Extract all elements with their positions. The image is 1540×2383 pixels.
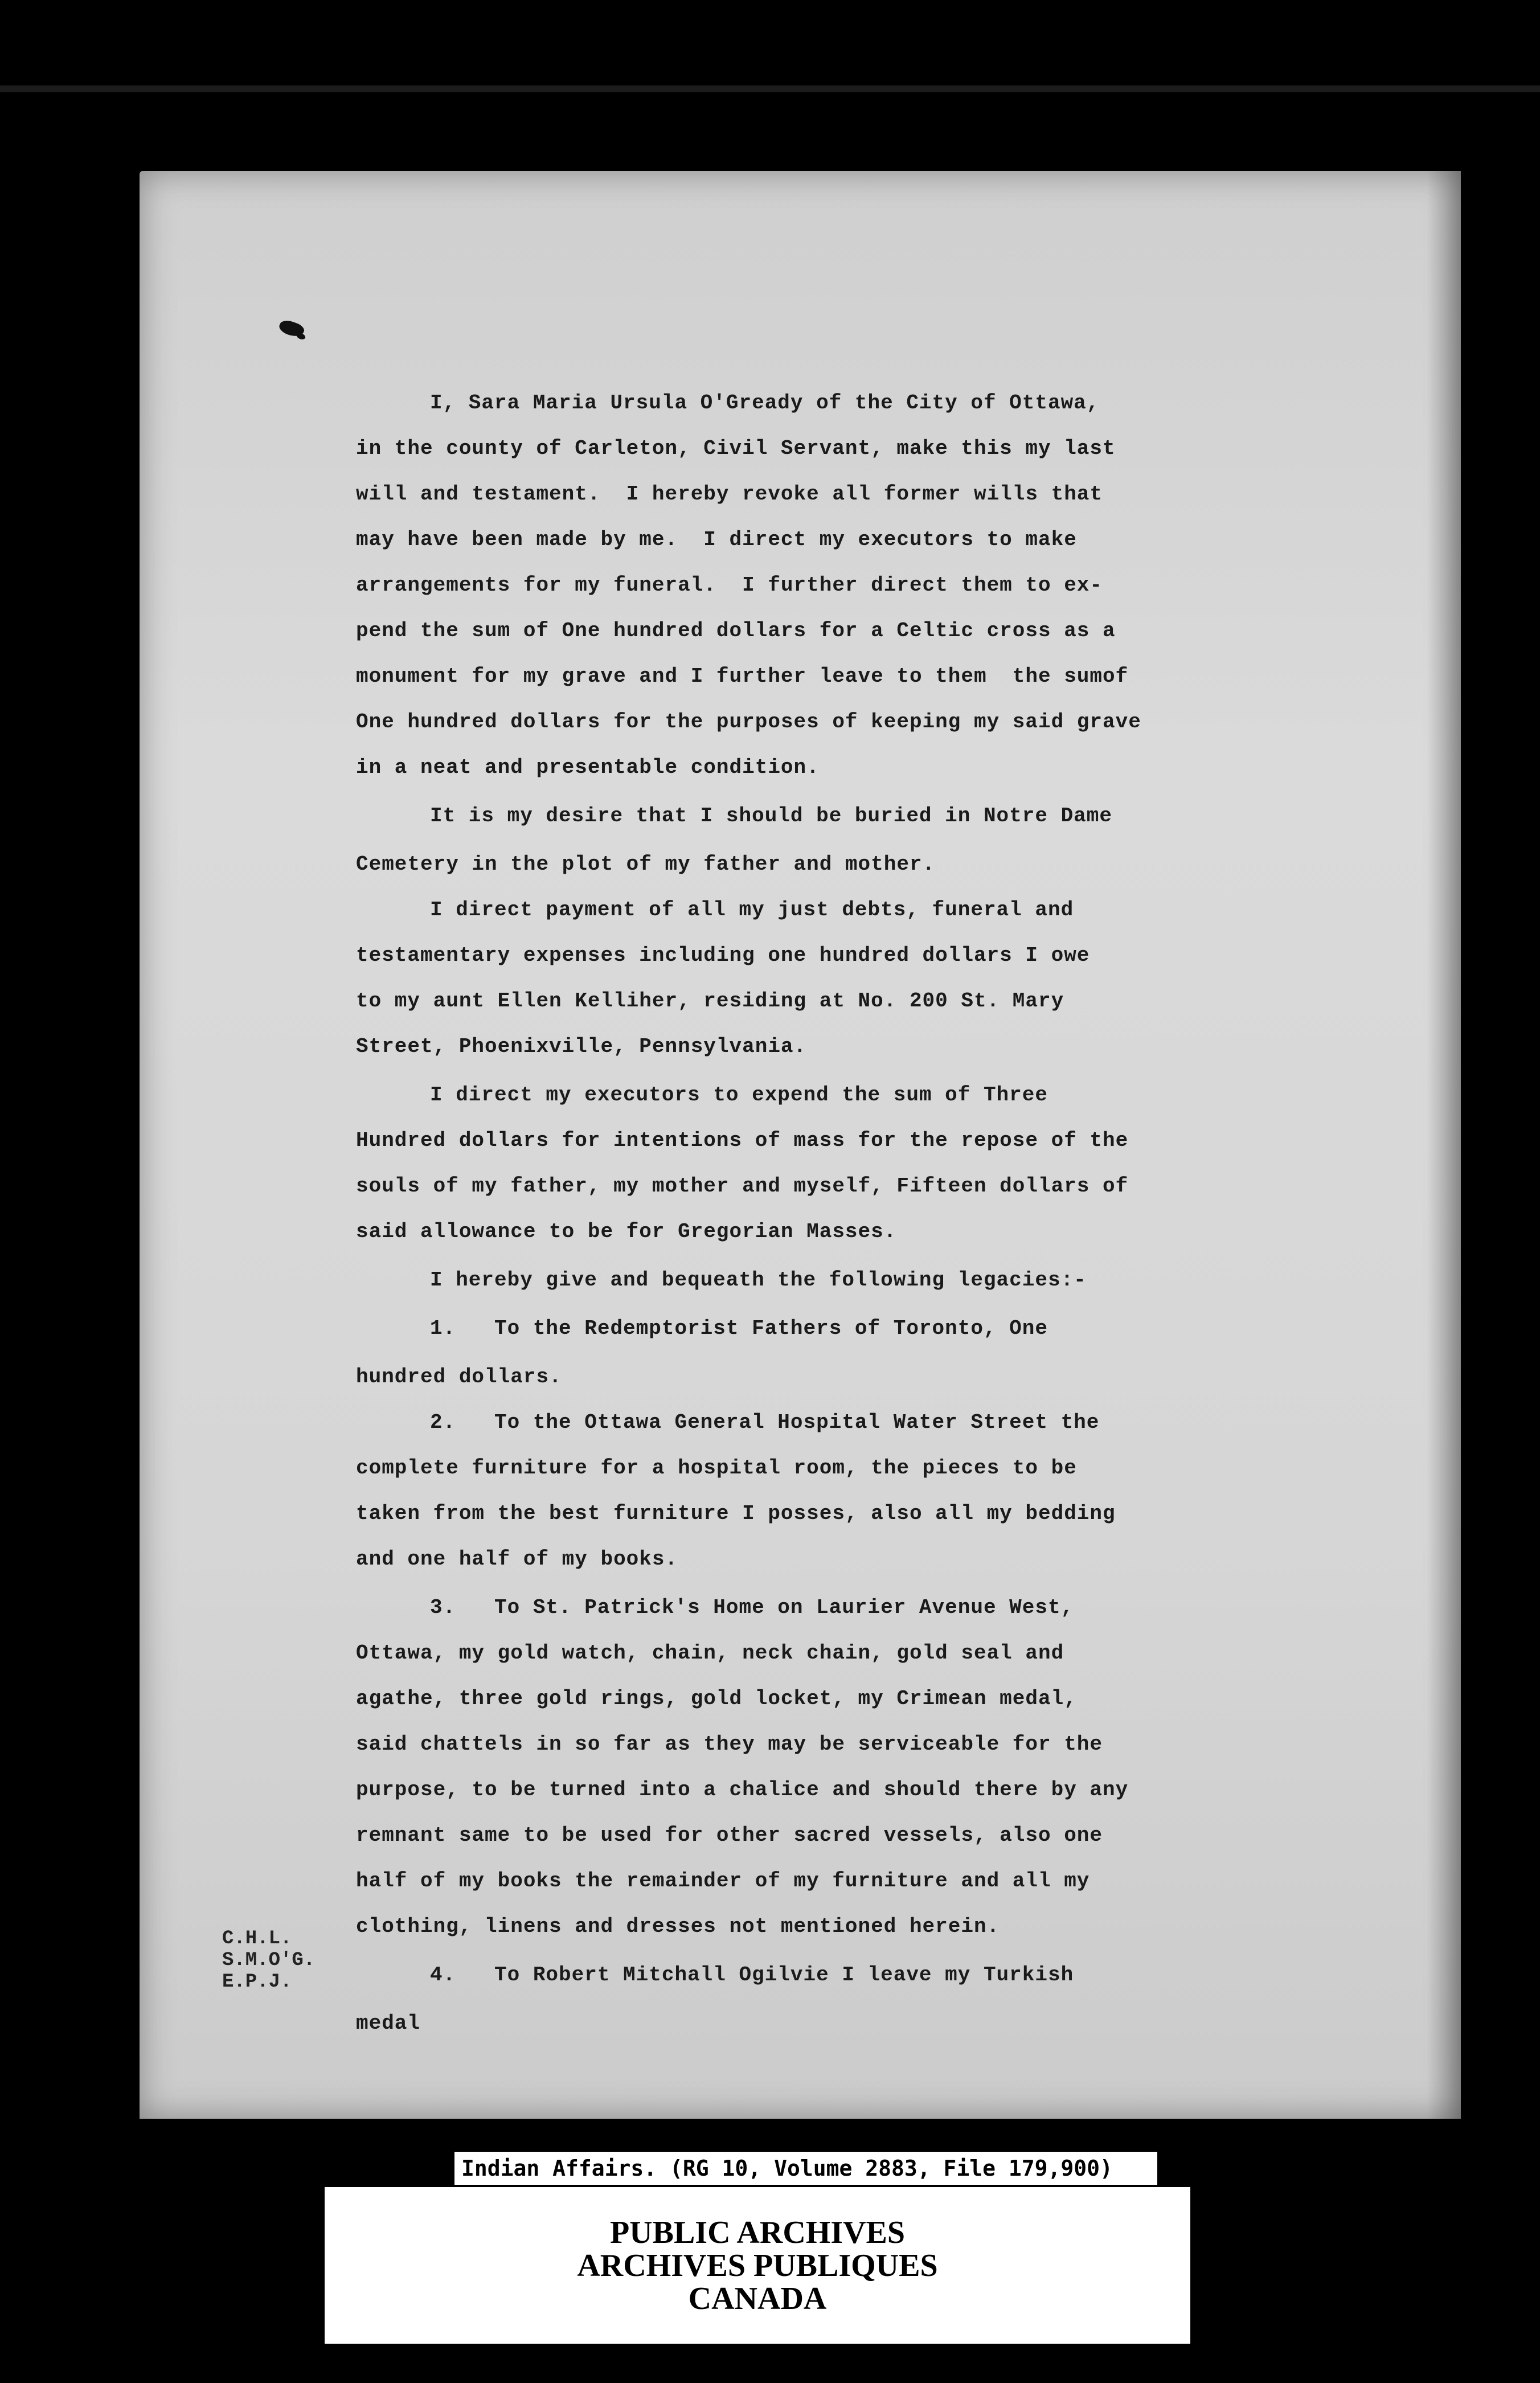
text-line: pend the sum of One hundred dollars for a Celtic cross as a bbox=[356, 619, 1116, 642]
text-line: I hereby give and bequeath the following legacies:- bbox=[430, 1268, 1087, 1292]
initials-line: S.M.O'G. bbox=[222, 1950, 316, 1971]
text-line: in a neat and presentable condition. bbox=[356, 756, 820, 779]
text-line: will and testament. I hereby revoke all former wills that bbox=[356, 482, 1103, 506]
text-line: I direct my executors to expend the sum of Three bbox=[430, 1083, 1048, 1107]
text-line: 4. To Robert Mitchall Ogilvie I leave my Turkish bbox=[430, 1963, 1074, 1987]
text-line: 1. To the Redemptorist Fathers of Toronto, One bbox=[430, 1317, 1048, 1340]
text-line: agathe, three gold rings, gold locket, my Crimean medal, bbox=[356, 1687, 1077, 1710]
margin-initials bbox=[222, 1928, 315, 1993]
text-line: to my aunt Ellen Kelliher, residing at No. 200 St. Mary bbox=[356, 989, 1064, 1013]
text-line: Hundred dollars for intentions of mass for the repose of the bbox=[356, 1129, 1129, 1152]
text-line: clothing, linens and dresses not mentioned herein. bbox=[356, 1915, 1000, 1938]
initials-line: E.P.J. bbox=[222, 1971, 292, 1993]
text-line: half of my books the remainder of my furniture and all my bbox=[356, 1869, 1090, 1893]
text-line: said chattels in so far as they may be serviceable for the bbox=[356, 1733, 1103, 1756]
text-line: and one half of my books. bbox=[356, 1547, 678, 1571]
text-line: monument for my grave and I further leave to them the sumof bbox=[356, 665, 1129, 688]
text-line: Street, Phoenixville, Pennsylvania. bbox=[356, 1035, 807, 1058]
text-line: 2. To the Ottawa General Hospital Water Street the bbox=[430, 1411, 1100, 1434]
text-line: may have been made by me. I direct my executors to make bbox=[356, 528, 1077, 551]
text-line: Ottawa, my gold watch, chain, neck chain, gold seal and bbox=[356, 1641, 1064, 1665]
text-line: taken from the best furniture I posses, also all my bedding bbox=[356, 1502, 1116, 1525]
initials-line: C.H.L. bbox=[222, 1928, 292, 1950]
text-line: souls of my father, my mother and myself, Fifteen dollars of bbox=[356, 1174, 1129, 1198]
archive-stamp-line-english: PUBLIC ARCHIVES bbox=[609, 2214, 906, 2250]
archive-reference-text: Indian Affairs. (RG 10, Volume 2883, File 179,900) bbox=[461, 2156, 1113, 2181]
text-line: complete furniture for a hospital room, the pieces to be bbox=[356, 1456, 1077, 1480]
text-line: purpose, to be turned into a chalice and should there by any bbox=[356, 1778, 1129, 1801]
text-line: in the county of Carleton, Civil Servant, make this my last bbox=[356, 437, 1116, 460]
archive-stamp bbox=[325, 2187, 1190, 2344]
text-line: I, Sara Maria Ursula O'Gready of the City of Ottawa, bbox=[430, 391, 1100, 415]
text-line: Cemetery in the plot of my father and mother. bbox=[356, 853, 936, 876]
text-line: said allowance to be for Gregorian Masses. bbox=[356, 1220, 897, 1243]
text-line: 3. To St. Patrick's Home on Laurier Avenue West, bbox=[430, 1596, 1074, 1619]
text-line: I direct payment of all my just debts, funeral and bbox=[430, 898, 1074, 922]
archive-stamp-line-french: ARCHIVES PUBLIQUES bbox=[577, 2247, 938, 2283]
text-line: remnant same to be used for other sacred vessels, also one bbox=[356, 1824, 1103, 1847]
text-line: hundred dollars. bbox=[356, 1365, 562, 1389]
text-line: arrangements for my funeral. I further direct them to ex- bbox=[356, 574, 1103, 597]
text-line: medal bbox=[356, 2012, 421, 2035]
text-line: It is my desire that I should be buried in Notre Dame bbox=[430, 804, 1112, 828]
text-line: One hundred dollars for the purposes of keeping my said grave bbox=[356, 710, 1141, 734]
text-line: testamentary expenses including one hundred dollars I owe bbox=[356, 944, 1090, 967]
archive-stamp-line-country: CANADA bbox=[688, 2280, 827, 2316]
archive-reference-label bbox=[453, 2150, 1159, 2187]
